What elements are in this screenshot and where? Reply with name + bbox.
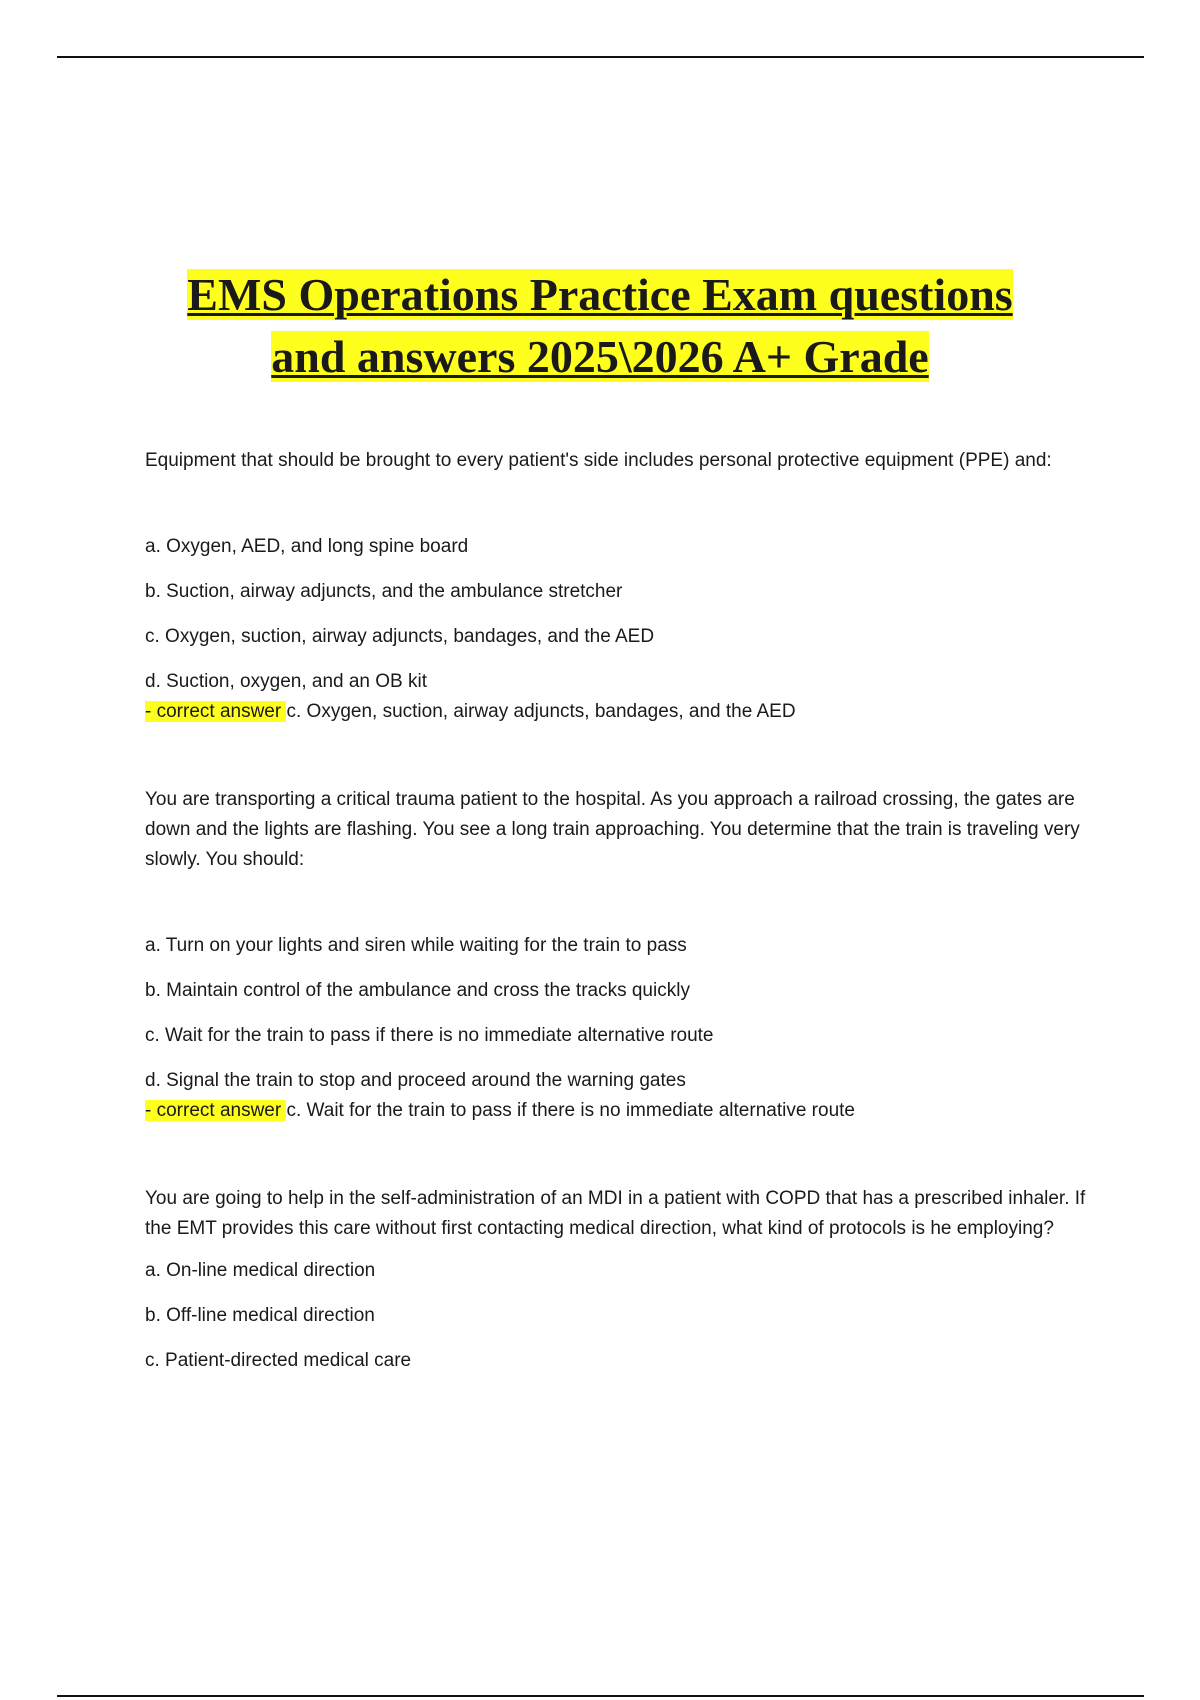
correct-answer-text: c. Wait for the train to pass if there is no immediate alternative route <box>286 1100 855 1121</box>
option-list <box>145 931 1090 1096</box>
option-list <box>145 1256 1090 1376</box>
option-a: a. Oxygen, AED, and long spine board <box>145 536 469 557</box>
correct-answer <box>145 697 1090 727</box>
option-list <box>145 532 1090 697</box>
question-block-3 <box>145 1184 1090 1376</box>
correct-answer <box>145 1096 1090 1126</box>
option-a: a. On-line medical direction <box>145 1260 376 1281</box>
option-d: d. Suction, oxygen, and an OB kit <box>145 671 428 692</box>
option-c: c. Patient-directed medical care <box>145 1350 412 1371</box>
document-title <box>0 264 1200 388</box>
title-line-1: EMS Operations Practice Exam questions <box>187 269 1013 320</box>
option-d: d. Signal the train to stop and proceed around the warning gates <box>145 1070 686 1091</box>
question-block-1 <box>145 446 1090 727</box>
correct-answer-text: c. Oxygen, suction, airway adjuncts, bandages, and the AED <box>286 701 796 722</box>
option-b: b. Maintain control of the ambulance and cross the tracks quickly <box>145 980 690 1001</box>
option-a: a. Turn on your lights and siren while waiting for the train to pass <box>145 935 687 956</box>
top-rule <box>57 56 1144 58</box>
correct-answer-label: - correct answer <box>145 1100 287 1121</box>
correct-answer-label: - correct answer <box>145 701 287 722</box>
question-text: Equipment that should be brought to every patient's side includes personal protective equipment (PPE) and: <box>145 450 1052 471</box>
question-list <box>145 446 1090 1434</box>
title-line-2: and answers 2025\2026 A+ Grade <box>271 331 929 382</box>
question-block-2 <box>145 785 1090 1126</box>
option-b: b. Suction, airway adjuncts, and the ambulance stretcher <box>145 581 623 602</box>
bottom-rule <box>57 1695 1144 1697</box>
question-text: You are transporting a critical trauma patient to the hospital. As you approach a railroad crossing, the gates are down and the lights are flashing. You see a long train approaching. You determine that the train is traveling very slowly. You should: <box>145 789 1080 870</box>
option-c: c. Oxygen, suction, airway adjuncts, bandages, and the AED <box>145 626 655 647</box>
option-c: c. Wait for the train to pass if there is no immediate alternative route <box>145 1025 714 1046</box>
option-b: b. Off-line medical direction <box>145 1305 375 1326</box>
question-text: You are going to help in the self-administration of an MDI in a patient with COPD that has a prescribed inhaler. If the EMT provides this care without first contacting medical direction, what kind of protocols is he employing? <box>145 1188 1086 1239</box>
